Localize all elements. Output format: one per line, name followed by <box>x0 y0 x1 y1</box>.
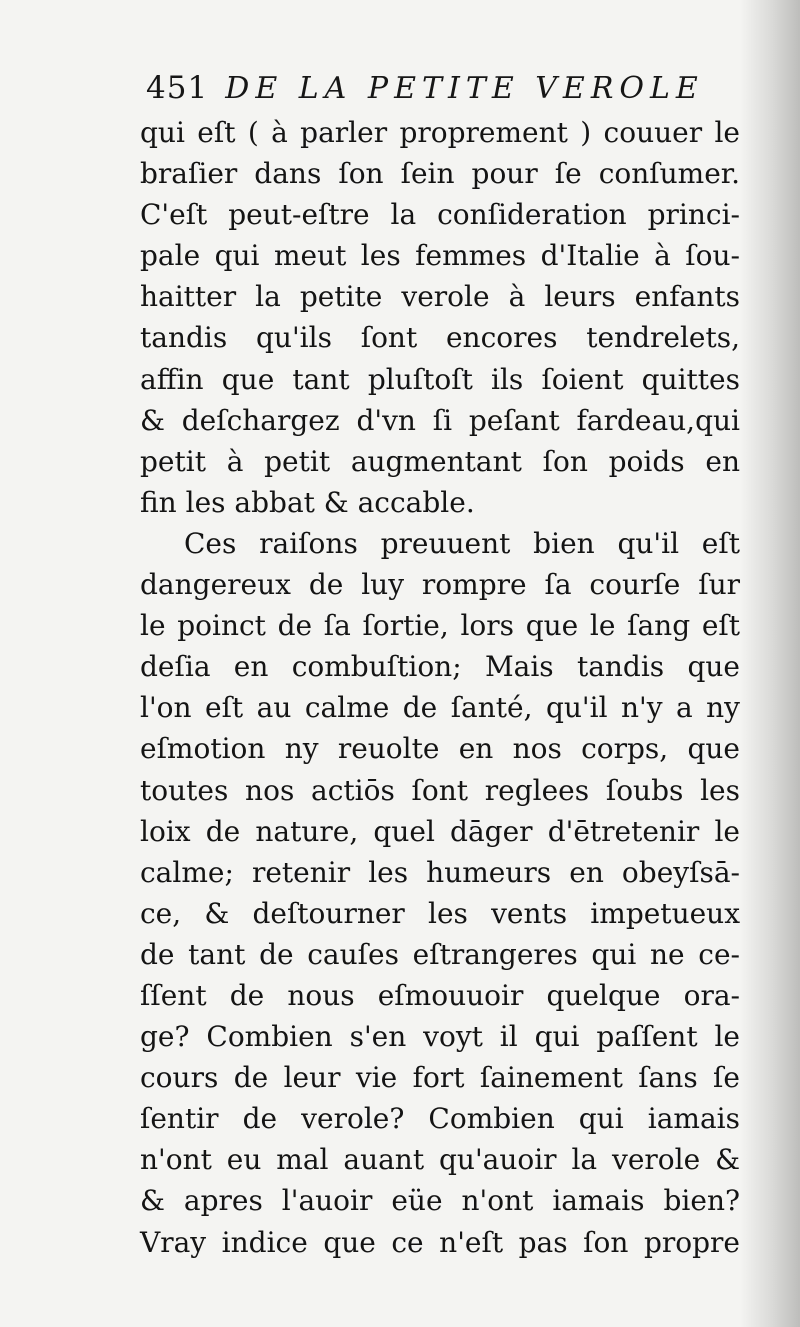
text-line: qui eſt ( à parler proprement ) couuer le <box>140 116 740 149</box>
running-title: DE LA PETITE VEROLE <box>225 71 704 106</box>
text-line: eſmotion ny reuolte en nos corps, que <box>140 732 740 766</box>
text-line: petit à petit augmentant ſon poids en <box>140 444 740 478</box>
text-line: de tant de cauſes eſtrangeres qui ne ce- <box>140 937 740 971</box>
text-line: dangereux de luy rompre ſa courſe ſur <box>140 568 740 602</box>
text-line: le poinct de ſa ſortie, lors que le ſang eſt <box>140 609 740 643</box>
text-line: toutes nos actiōs ſont reglees ſoubs les <box>140 773 740 807</box>
text-line: loix de nature, quel dāger d'ētretenir le <box>140 814 740 848</box>
page-edge-shadow <box>740 0 800 1327</box>
text-line: braſier dans ſon ſein pour ſe conſumer. <box>140 157 740 191</box>
text-line: cours de leur vie fort ſainement ſans ſe <box>140 1061 740 1095</box>
text-line: pale qui meut les femmes d'Italie à ſou- <box>140 239 740 273</box>
text-line: l'on eſt au calme de ſanté, qu'il n'y a ny <box>140 691 740 725</box>
text-line: haitter la petite verole à leurs enfants <box>140 280 740 314</box>
body-text <box>140 112 740 1263</box>
text-line: C'eſt peut-eſtre la conſideration princi- <box>140 198 740 232</box>
text-line: Vray indice que ce n'eſt pas ſon propre <box>140 1225 740 1259</box>
text-line: calme; retenir les humeurs en obeyſsā- <box>140 855 740 889</box>
running-head <box>146 70 746 110</box>
text-line: & apres l'auoir eüe n'ont iamais bien? <box>140 1184 740 1218</box>
text-line: & deſchargez d'vn ſi peſant fardeau,qui <box>140 403 740 437</box>
text-line: deſia en combuſtion; Mais tandis que <box>140 650 740 684</box>
text-line: Ces raiſons preuuent bien qu'il eſt <box>184 526 740 560</box>
page-number: 451 <box>146 70 209 106</box>
text-line: fin les abbat & accable. <box>140 485 475 519</box>
text-line: ſſent de nous eſmouuoir quelque ora- <box>140 978 740 1012</box>
text-line: tandis qu'ils ſont encores tendrelets, <box>140 321 740 355</box>
text-line: ge? Combien s'en voyt il qui paſſent le <box>140 1020 740 1054</box>
text-line: n'ont eu mal auant qu'auoir la verole & <box>140 1143 740 1177</box>
text-line: ſentir de verole? Combien qui iamais <box>140 1102 740 1136</box>
text-line: ce, & deſtourner les vents impetueux <box>140 896 740 930</box>
text-line: affin que tant pluſtoſt ils ſoient quittes <box>140 362 740 396</box>
